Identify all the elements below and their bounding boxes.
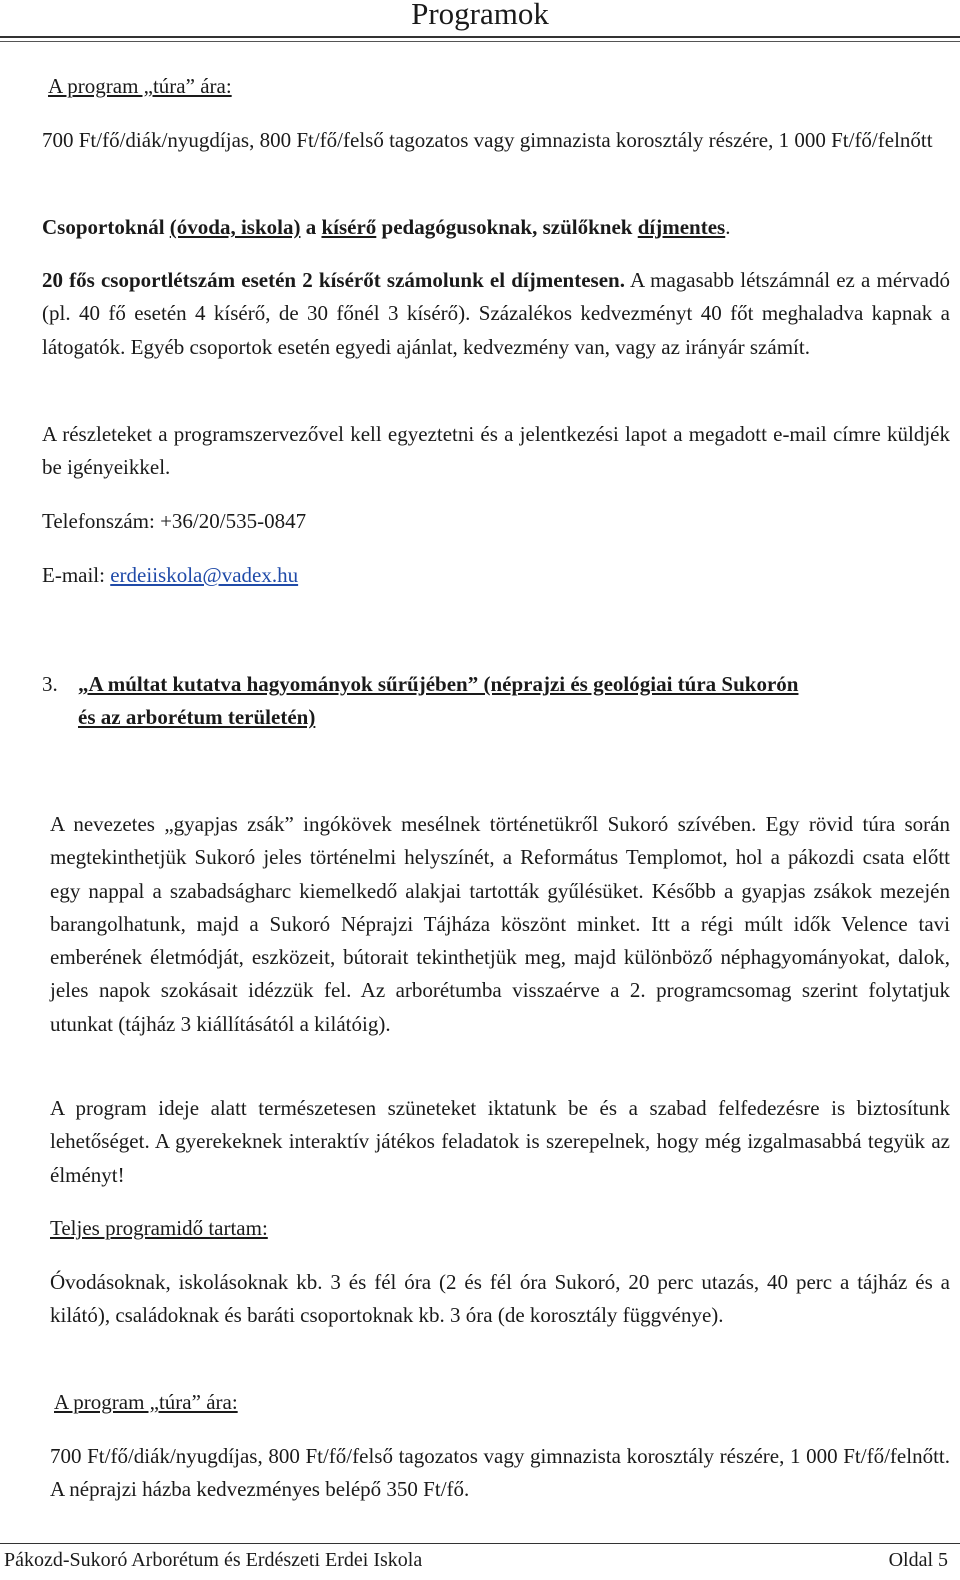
breaks-paragraph: A program ideje alatt természetesen szüneteket iktatunk be és a szabad felfedezésre is biztosítunk lehetőséget. A gyerekeknek interaktív játékos feladatok is szerepelnek, hogy még izgalmasabbá tegyük az élményt! bbox=[50, 1096, 950, 1187]
section-title-line1: „A múltat kutatva hagyományok sűrűjében” (néprajzi és geológiai túra Sukorón bbox=[78, 672, 799, 696]
intro-paragraph: A nevezetes „gyapjas zsák” ingókövek mesélnek történetükről Sukoró szívében. Egy rövid túra során megtekinthetjük Sukoró jeles történelmi helyszínét, a Református Templomot, hol a pákozdi csata előtt egy nappal a szabadságharc kiemelkedő alakjai tartották gyűlésüket. Később a gyapjas zsákok mezején barangolhatunk, majd a Sukoró Néprajzi Tájháza köszönt minket. Itt a régi múlt idők Velence tavi emberének életmódját, eszközeit, bútorait tekinthetjük meg, majd különböző néphagyományokat, dalok, jeles napok szokásait idézzük fel. Az arborétumba visszaérve a 2. programcsomag szerint folytatjuk utunkat (tájház 3 kiállításától a kilátóig). bbox=[50, 812, 950, 1036]
group-rest: A magasabb létszámnál ez a mérvadó (pl. 40 fő esetén 4 kísérő, de 30 főnél 3 kísérő). Százalékos kedvezményt 40 főt meghaladva kapnak a látogatók. Egyéb csoportok esetén egyedi ajánlat, kedvezmény van, vagy az irányár számít. bbox=[42, 268, 950, 359]
price-text: 700 Ft/fő/diák/nyugdíjas, 800 Ft/fő/felső tagozatos vagy gimnazista korosztály részére, 1 000 Ft/fő/felnőtt bbox=[42, 128, 933, 152]
group-bold: 20 fős csoportlétszám esetén 2 kísérőt számolunk el díjmentesen. bbox=[42, 268, 625, 292]
header-rule bbox=[0, 36, 960, 38]
escort-note bbox=[42, 211, 950, 244]
escort-g: . bbox=[725, 215, 731, 239]
section-title-line2: és az arborétum területén) bbox=[78, 705, 316, 730]
escort-f: díjmentes bbox=[637, 215, 726, 239]
section-3-heading bbox=[42, 668, 950, 735]
price-label-2: A program „túra” ára: bbox=[54, 1390, 238, 1414]
email-line bbox=[42, 559, 298, 592]
footer-rule bbox=[0, 1543, 960, 1544]
escort-e: pedagógusoknak, szülőknek bbox=[376, 215, 638, 239]
price-text-2: 700 Ft/fő/diák/nyugdíjas, 800 Ft/fő/felső tagozatos vagy gimnazista korosztály részére, 1 000 Ft/fő/felnőtt. A néprajzi házba kedvezményes belépő 350 Ft/fő. bbox=[50, 1444, 950, 1502]
price-label: A program „túra” ára: bbox=[48, 74, 232, 98]
escort-a: Csoportoknál bbox=[42, 215, 170, 239]
email-link[interactable]: erdeiiskola@vadex.hu bbox=[110, 563, 299, 587]
page-title: Programok bbox=[411, 0, 549, 31]
escort-c: a bbox=[300, 215, 322, 239]
duration-paragraph: Óvodásoknak, iskolásoknak kb. 3 és fél óra (2 és fél óra Sukoró, 20 perc utazás, 40 perc a tájház és a kilátó), családoknak és baráti csoportoknak kb. 3 óra (de korosztály függvénye). bbox=[50, 1270, 950, 1328]
section-number: 3. bbox=[42, 672, 58, 696]
escort-d: kísérő bbox=[321, 215, 377, 239]
page-number: Oldal 5 bbox=[888, 1549, 948, 1571]
details-paragraph: A részleteket a programszervezővel kell egyeztetni és a jelentkezési lapot a megadott e-mail címre küldjék be igényeikkel. bbox=[42, 422, 950, 480]
footer-left: Pákozd-Sukoró Arborétum és Erdészeti Erdei Iskola bbox=[4, 1549, 423, 1571]
escort-b: (óvoda, iskola) bbox=[169, 215, 301, 239]
duration-label: Teljes programidő tartam: bbox=[50, 1216, 268, 1240]
email-label: E-mail: bbox=[42, 563, 111, 587]
header-rule-thin bbox=[0, 41, 960, 42]
group-paragraph bbox=[42, 264, 950, 364]
phone-line: Telefonszám: +36/20/535-0847 bbox=[42, 509, 307, 533]
